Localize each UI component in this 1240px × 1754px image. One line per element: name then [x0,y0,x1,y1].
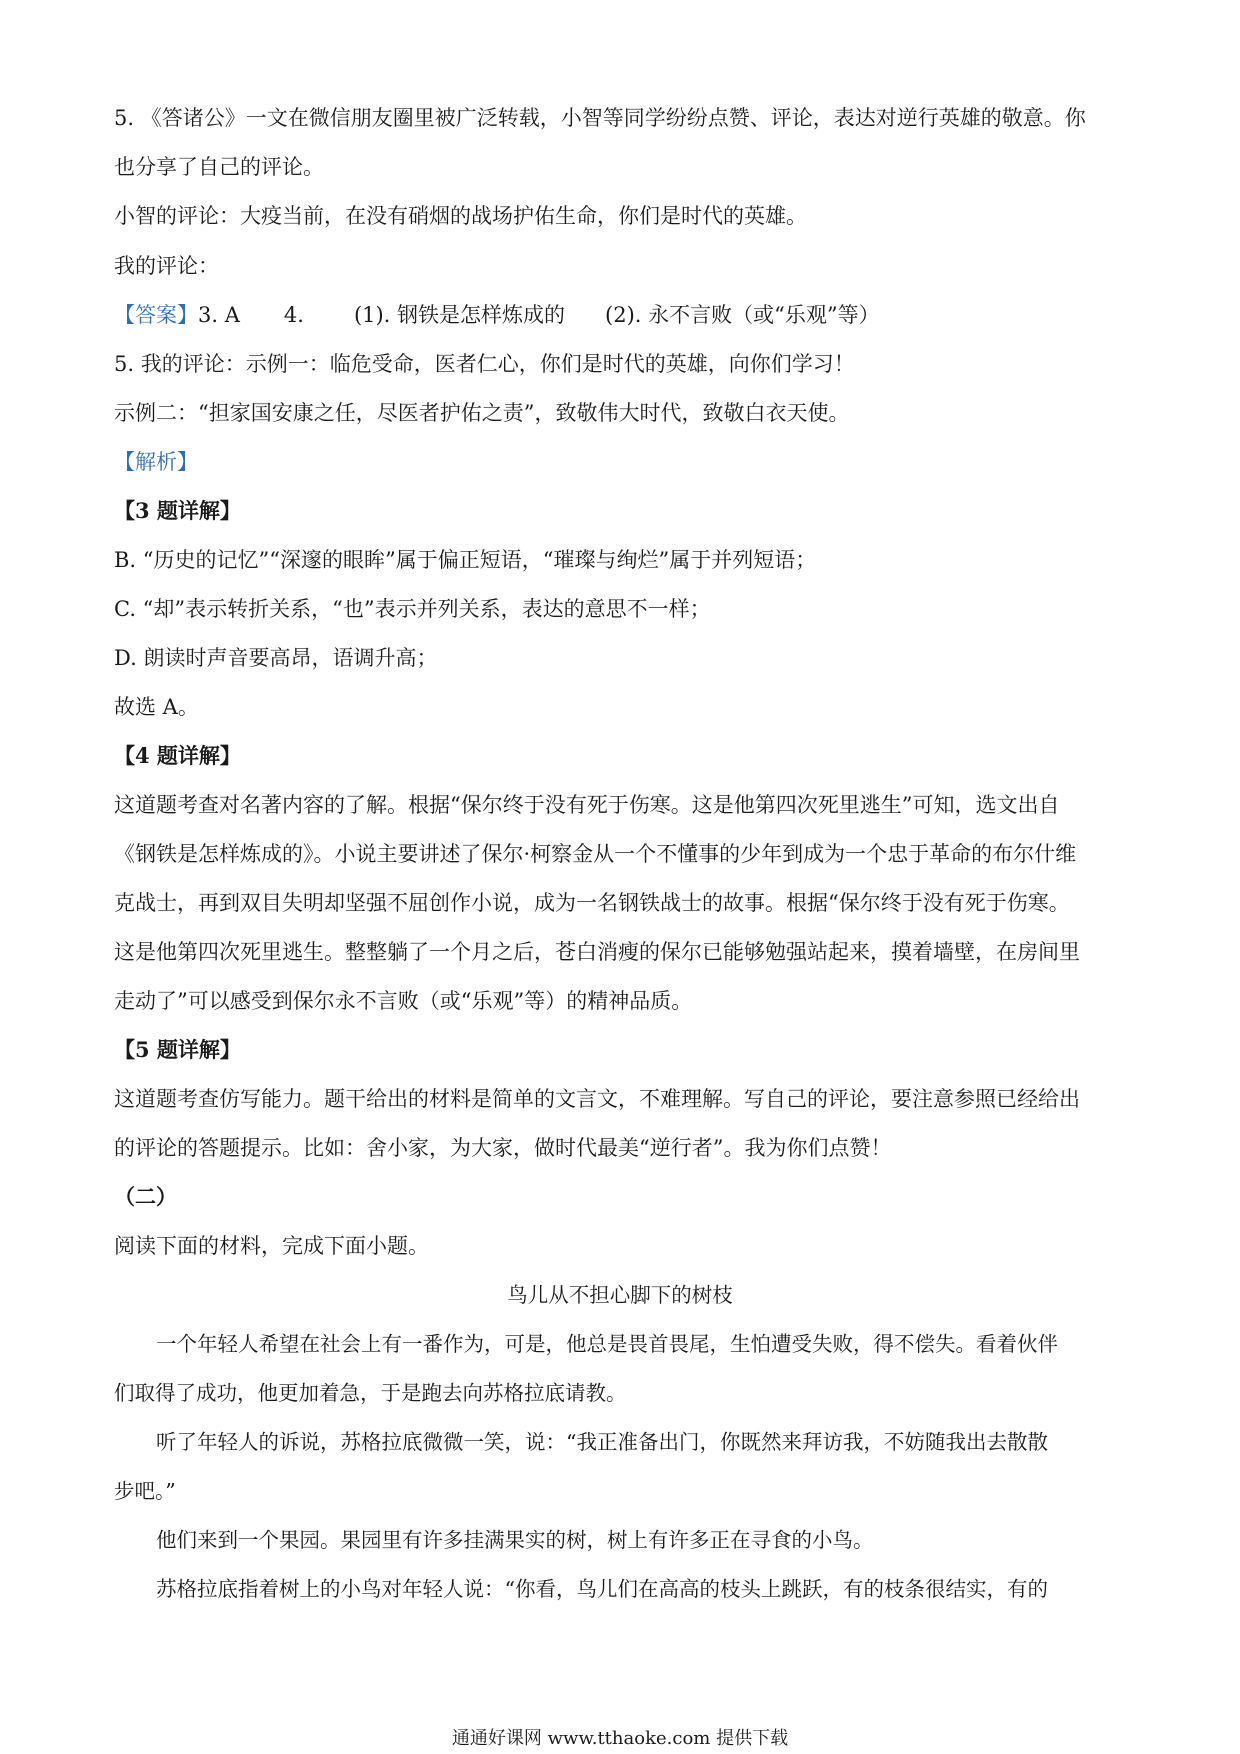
detail-3-c: C. “却”表示转折关系，“也”表示并列关系，表达的意思不一样； [114,597,711,621]
story-p1-line-1: 一个年轻人希望在社会上有一番作为，可是，他总是畏首畏尾，生怕遭受失败，得不偿失。看着伙伴 [156,1332,1058,1356]
story-p3: 他们来到一个果园。果园里有许多挂满果实的树，树上有许多正在寻食的小鸟。 [156,1528,874,1552]
detail-4-line-1: 这道题考查对名著内容的了解。根据“保尔终于没有死于伤寒。这是他第四次死里逃生”可知，选文出自 [114,793,1060,817]
detail-4-line-5: 走动了”可以感受到保尔永不言败（或“乐观”等）的精神品质。 [114,989,693,1013]
detail-3-title: 【3 题详解】 [114,498,241,523]
answer-4-part-1: (1). 钢铁是怎样炼成的 [353,303,566,327]
q5-line-1: 5. 《答诸公》一文在微信朋友圈里被广泛转载，小智等同学纷纷点赞、评论，表达对逆行英雄的敬意。你 [114,106,1086,130]
xiaozhi-comment: 小智的评论：大疫当前，在没有硝烟的战场护佑生命，你们是时代的英雄。 [114,204,807,228]
detail-4-line-4: 这是他第四次死里逃生。整整躺了一个月之后，苍白消瘦的保尔已能够勉强站起来，摸着墙壁，在房间里 [114,940,1080,964]
footer-source: 通通好课网 www.tthaoke.com 提供下载 [451,1728,789,1749]
detail-4-line-3: 克战士，再到双目失明却坚强不屈创作小说，成为一名钢铁战士的故事。根据“保尔终于没有死于伤寒。 [114,891,1070,915]
detail-5-line-1: 这道题考查仿写能力。题干给出的材料是简单的文言文，不难理解。写自己的评论，要注意参照已经给出 [114,1087,1080,1111]
section-2-heading: （二） [114,1184,177,1209]
detail-4-line-2: 《钢铁是怎样炼成的》。小说主要讲述了保尔·柯察金从一个不懂事的少年到成为一个忠于革命的布尔什维 [114,842,1077,866]
story-p2-line-2: 步吧。” [114,1479,176,1503]
answer-4-number: 4. [283,303,304,327]
answer-3: 3. A [198,303,240,327]
analysis-tag: 【解析】 [114,450,198,474]
story-p2-line-1: 听了年轻人的诉说，苏格拉底微微一笑，说：“我正准备出门，你既然来拜访我，不妨随我出去散散 [156,1430,1048,1454]
detail-3-conclusion: 故选 A。 [114,695,199,719]
story-p1-line-2: 们取得了成功，他更加着急，于是跑去向苏格拉底请教。 [114,1381,627,1405]
section-2-instruction: 阅读下面的材料，完成下面小题。 [114,1234,429,1258]
answer-tag: 【答案】 [114,303,198,327]
detail-3-d: D. 朗读时声音要高昂，语调升高； [114,646,438,670]
detail-5-title: 【5 题详解】 [114,1037,241,1062]
story-p4-line-1: 苏格拉底指着树上的小鸟对年轻人说：“你看，鸟儿们在高高的枝头上跳跃，有的枝条很结实，有的 [156,1577,1048,1601]
q5-line-2: 也分享了自己的评论。 [114,155,324,179]
detail-5-line-2: 的评论的答题提示。比如：舍小家，为大家，做时代最美“逆行者”。我为你们点赞！ [114,1136,892,1160]
my-comment-label: 我的评论： [114,254,219,278]
detail-4-title: 【4 题详解】 [114,743,241,768]
detail-3-b: B. “历史的记忆”“深邃的眼眸”属于偏正短语，“璀璨与绚烂”属于并列短语； [114,548,817,572]
answer-5-line-1: 5. 我的评论：示例一：临危受命，医者仁心，你们是时代的英雄，向你们学习！ [114,352,855,376]
answer-4-part-2: (2). 永不言败（或“乐观”等） [605,303,880,327]
story-title: 鸟儿从不担心脚下的树枝 [507,1283,733,1307]
answer-line [114,300,880,330]
answer-5-line-2: 示例二：“担家国安康之任，尽医者护佑之责”，致敬伟大时代，致敬白衣天使。 [114,401,850,425]
